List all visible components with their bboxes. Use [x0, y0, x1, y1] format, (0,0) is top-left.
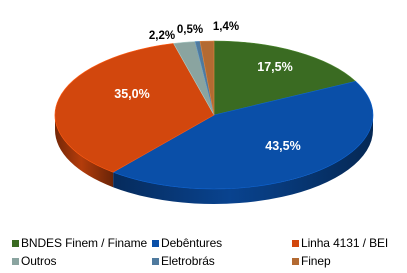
legend-label: Finep: [301, 254, 331, 268]
legend-row: [12, 234, 404, 252]
legend-swatch: [292, 258, 299, 265]
legend-swatch: [292, 240, 299, 247]
legend-swatch: [12, 258, 19, 265]
legend-item-outros: [12, 254, 152, 268]
legend: [12, 234, 404, 270]
legend-row: [12, 252, 404, 270]
value-label-5: 1,4%: [212, 21, 240, 33]
legend-label: Linha 4131 / BEI: [301, 236, 389, 250]
legend-item-finep: [292, 254, 404, 268]
legend-label: Eletrobrás: [161, 254, 215, 268]
legend-swatch: [12, 240, 19, 247]
pie-top: [55, 41, 373, 189]
legend-label: BNDES Finem / Finame: [21, 236, 148, 250]
value-label-4: 0,5%: [176, 24, 204, 36]
legend-item-eletrobras: [152, 254, 292, 268]
legend-item-debentures: [152, 236, 292, 250]
value-label-2: 35,0%: [114, 87, 150, 101]
legend-swatch: [152, 258, 159, 265]
legend-label: Outros: [21, 254, 57, 268]
value-label-3: 2,2%: [148, 30, 176, 42]
value-label-1: 43,5%: [265, 139, 301, 153]
value-label-0: 17,5%: [257, 60, 293, 74]
legend-item-linha-4131: [292, 236, 404, 250]
legend-label: Debêntures: [161, 236, 223, 250]
legend-item-bndes: [12, 236, 152, 250]
legend-swatch: [152, 240, 159, 247]
